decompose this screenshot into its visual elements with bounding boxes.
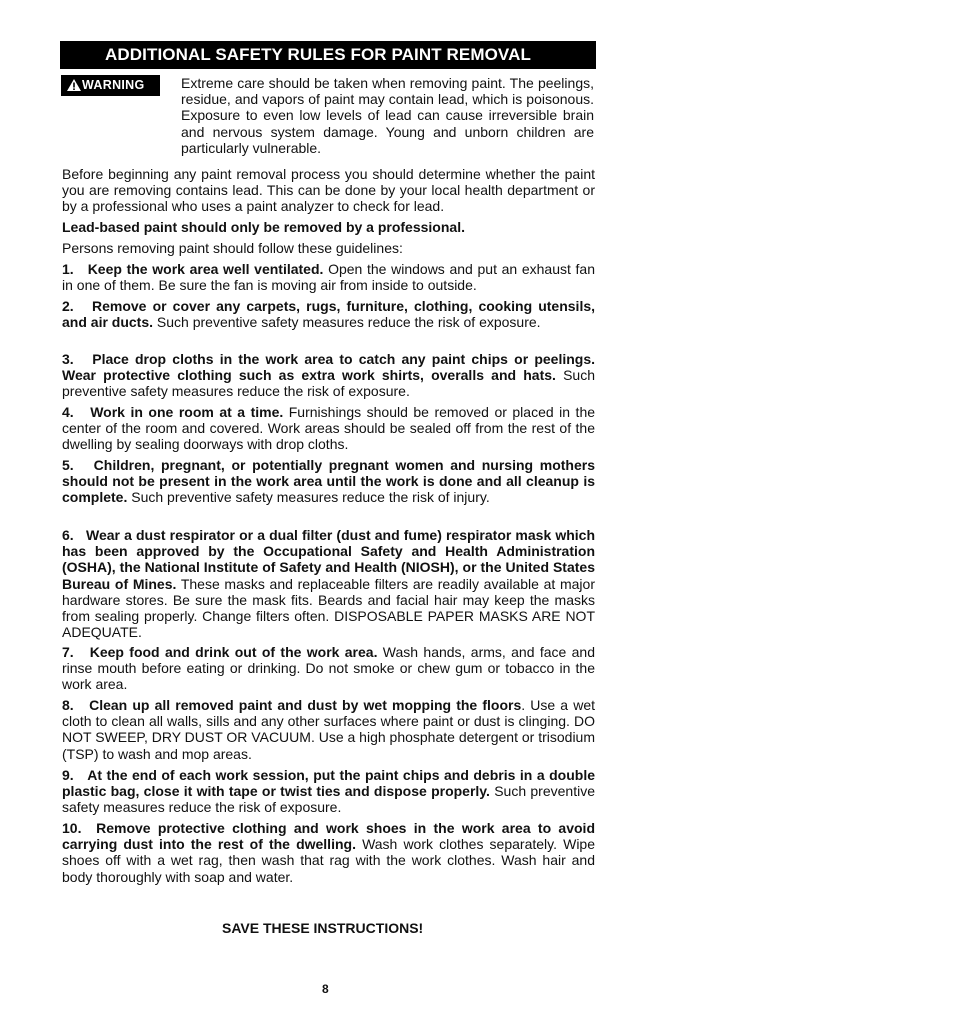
page-number: 8 bbox=[322, 982, 329, 996]
warning-triangle-icon bbox=[67, 79, 81, 91]
guideline-item: 6. Wear a dust respirator or a dual filter (dust and fume) respirator mask which has been approved by the Occupational Safety and Health Administration (OSHA), the National Institute of Safety and Health (NIOSH), or the United States Bureau of Mines. These masks and replaceable filters are readily available at major hardware stores. Be sure the mask fits. Beards and facial hair may keep the masks from sealing properly. Change filters often. DISPOSABLE PAPER MASKS ARE NOT ADEQUATE. bbox=[62, 527, 596, 641]
guideline-item: 9. At the end of each work session, put the paint chips and debris in a double plastic bag, close it with tape or twist ties and dispose properly. Such preventive safety measures reduce the risk of exposure. bbox=[62, 767, 596, 816]
intro-paragraph: Before beginning any paint removal process you should determine whether the paint you are removing contains lead. This can be done by your local health department or by a professional who uses a paint analyzer to check for lead. bbox=[62, 166, 595, 215]
guideline-item: 1. Keep the work area well ventilated. Open the windows and put an exhaust fan in one of them. Be sure the fan is moving air from inside to outside. bbox=[62, 261, 596, 294]
warning-text: Extreme care should be taken when removing paint. The peelings, residue, and vapors of paint may contain lead, which is poisonous. Exposure to even low levels of lead can cause irreversible brain and nervous system damage. Young and unborn children are particularly vulnerable. bbox=[181, 75, 594, 156]
guideline-item: 2. Remove or cover any carpets, rugs, furniture, clothing, cooking utensils, and air ducts. Such preventive safety measures reduce the risk of exposure. bbox=[62, 298, 596, 331]
section-title: ADDITIONAL SAFETY RULES FOR PAINT REMOVAL bbox=[60, 41, 596, 69]
guidelines-intro: Persons removing paint should follow these guidelines: bbox=[62, 240, 403, 256]
guideline-item: 5. Children, pregnant, or potentially pregnant women and nursing mothers should not be present in the work area until the work is done and all cleanup is complete. Such preventive safety measures reduce the risk of injury. bbox=[62, 457, 595, 506]
guideline-item: 7. Keep food and drink out of the work area. Wash hands, arms, and face and rinse mouth before eating or drinking. Do not smoke or chew gum or tobacco in the work area. bbox=[62, 644, 595, 693]
warning-badge-label: WARNING bbox=[82, 78, 145, 92]
guideline-item: 8. Clean up all removed paint and dust by wet mopping the floors. Use a wet cloth to clean all walls, sills and any other surfaces where paint or dust is clinging. DO NOT SWEEP, DRY DUST OR VACUUM. Use a high phosphate detergent or trisodium (TSP) to wash and mop areas. bbox=[62, 697, 596, 762]
guideline-item: 3. Place drop cloths in the work area to catch any paint chips or peelings. Wear protective clothing such as extra work shirts, overalls and hats. Such preventive safety measures reduce the risk of exposure. bbox=[62, 351, 595, 400]
save-instructions-notice: SAVE THESE INSTRUCTIONS! bbox=[222, 920, 424, 936]
guideline-item: 10. Remove protective clothing and work shoes in the work area to avoid carrying dust into the rest of the dwelling. Wash work clothes separately. Wipe shoes off with a wet rag, then wash that rag with the work clothes. Wash hair and body thoroughly with soap and water. bbox=[62, 820, 596, 885]
warning-badge bbox=[61, 75, 160, 96]
lead-paint-notice: Lead-based paint should only be removed by a professional. bbox=[62, 219, 465, 235]
guideline-item: 4. Work in one room at a time. Furnishings should be removed or placed in the center of the room and covered. Work areas should be sealed off from the rest of the dwelling by sealing doorways with drop cloths. bbox=[62, 404, 596, 453]
